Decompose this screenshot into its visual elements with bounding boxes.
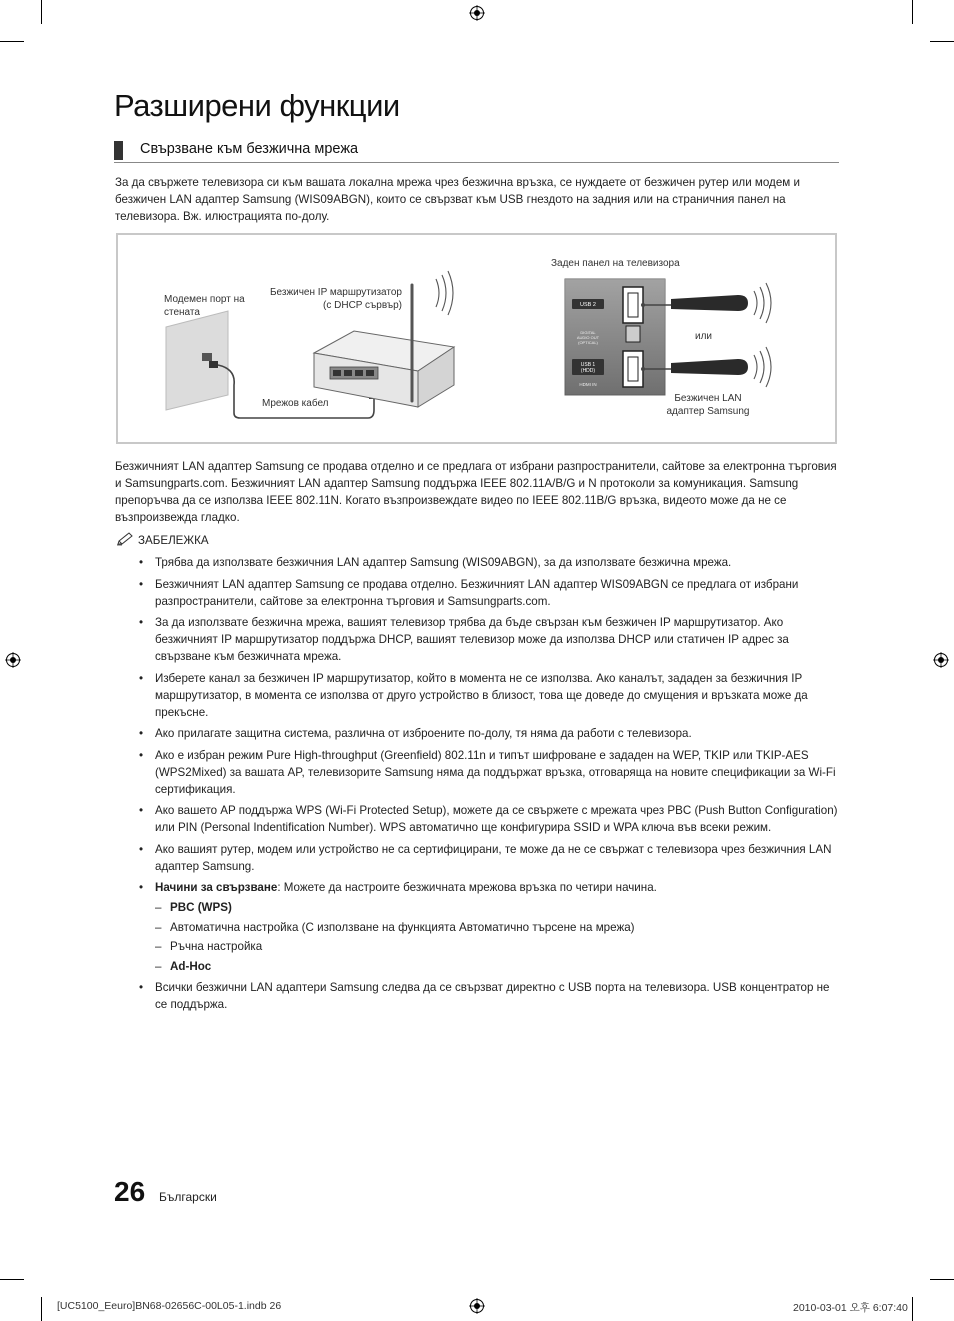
wall-port-icon [202, 353, 212, 361]
list-item: • Ако вашият рутер, модем или устройство не са сертифицирани, те може да не се свържат с телевизора чрез безжичния LAN адаптер Samsung. [139, 842, 832, 873]
list-item: • Ако вашето AP поддържа WPS (Wi-Fi Protected Setup), можете да се свържете с мрежата чрез PBC (Push Button Configuration) или PIN (Personal Indentification Number). WPS автоматично ще конфигурира SSID и WPA ключа във всеки режим. [139, 804, 838, 834]
list-item: • Трябва да използвате безжичния LAN адаптер Samsung (WIS09ABGN), за да използвате безжична мрежа. [139, 556, 732, 569]
footer-timestamp: 2010-03-01 오후 6:07:40 [793, 1302, 908, 1314]
list-item-methods: • Начини за свързване: Можете да настроите безжичната мрежова връзка по четири начина. – PBC (WPS) – Автоматична настройка (С използване на функцията Автоматично търсене на мрежа) – Ръчна настройка – Ad-Hoc [139, 879, 839, 975]
registration-mark-icon [5, 652, 21, 668]
svg-text:AUDIO OUT: AUDIO OUT [576, 335, 600, 340]
svg-text:HDMI IN: HDMI IN [579, 382, 597, 387]
list-item: • Ако прилагате защитна система, различна от изброените по-долу, тя няма да работи с телевизора. [139, 727, 692, 740]
list-item: • Изберете канал за безжичен IP маршрутизатор, който в момента не се използва. Ако каналът, зададен за безжичния IP маршрутизатор, в момента се използва от друго устройство в близост, това ще доведе до смущения и връзката може да прекъсне. [139, 671, 808, 719]
section-marker [114, 141, 123, 160]
registration-mark-icon [469, 1298, 485, 1314]
wireless-lan-adapter-icon [671, 295, 748, 311]
footer-file-info: [UC5100_Eeuro]BN68-02656C-00L05-1.indb 26 [57, 1300, 282, 1312]
svg-text:USB 2: USB 2 [580, 302, 596, 308]
sub-list-item: – Ръчна настройка [155, 940, 263, 953]
connection-diagram [116, 233, 837, 444]
sub-list-item: – Автоматична настройка (С използване на функцията Автоматично търсене на мрежа) [155, 920, 635, 934]
list-item: • Всички безжични LAN адаптери Samsung следва да се свързват директно с USB порта на телевизора. USB концентратор не се поддържа. [139, 981, 830, 1011]
section-title: Свързване към безжична мрежа [140, 141, 359, 157]
methods-sublist [155, 899, 839, 975]
modem-port-label: Модемен порт на стената [164, 294, 245, 318]
optical-port-icon [626, 326, 640, 342]
intro-paragraph: За да свържете телевизора си към вашата локална мрежа чрез безжична връзка, се нуждаете от безжичен рутер или модем и безжичен LAN адаптер Samsung (WIS09ABGN), които се свързват към USB гнездото на задния или на страничния панел на телевизора. Вж. илюстрацията по-долу. [115, 176, 800, 223]
wifi-signal-icon [436, 271, 453, 315]
pencil-icon [116, 532, 134, 546]
wifi-signal-icon [754, 283, 771, 387]
list-item: • За да използвате безжична мрежа, вашият телевизор трябва да бъде свързан към безжичен IP маршрутизатор. Ако безжичният IP маршрутизатор поддържа DHCP, вашият телевизор може да използва DHCP или статичен IP адрес за свързване към безжичната мрежа. [139, 616, 789, 663]
list-item: • Безжичният LAN адаптер Samsung се продава отделно. Безжичният LAN адаптер WIS09ABGN се предлага от избрани разпространители, сайтове за електронна търговия и Samsungparts.com. [139, 577, 799, 608]
registration-mark-icon [469, 5, 485, 21]
wireless-lan-adapter-icon [671, 359, 748, 375]
list-item: • Ако е избран режим Pure High-throughput (Greenfield) 802.11n и типът шифроване е зададен на WEP, TKIP или TKIP-AES (WPS2Mixed) за вашата AP, телевизорите Samsung няма да поддържат връзка, отговаряща на новите спецификации за Wi-Fi сертификация. [139, 748, 836, 796]
cable-plug-icon [209, 361, 218, 368]
svg-text:(HDD): (HDD) [580, 368, 596, 374]
svg-text:DIGITAL: DIGITAL [580, 330, 596, 335]
wall-icon [166, 311, 228, 410]
note-label: ЗАБЕЛЕЖКА [138, 534, 209, 547]
usb2-port-icon [623, 287, 643, 323]
svg-text:USB 1: USB 1 [580, 362, 596, 368]
page-title: Разширени функции [114, 88, 400, 123]
usb1-port-icon [623, 351, 643, 387]
sub-list-item: – PBC (WPS) [155, 901, 232, 914]
sub-list-item: – Ad-Hoc [155, 959, 212, 973]
section-heading [114, 140, 839, 163]
svg-text:(OPTICAL): (OPTICAL) [578, 340, 598, 345]
body-paragraph: Безжичният LAN адаптер Samsung се продава отделно и се предлага от избрани разпространители, сайтове за електронна търговия и Samsungparts.com. Безжичният LAN адаптер Samsung поддържа IEEE 802.11A/B/G и N протоколи за комуникация. Samsung препоръчва да се използва IEEE 802.11N. Когато възпроизвеждате видео по IEEE 802.11B/G връзка, видеото може да не се възпроизвежда гладко. [115, 460, 837, 524]
note-heading [116, 532, 209, 547]
network-cable-label: Мрежов кабел [262, 398, 329, 409]
page-language: Български [159, 1190, 217, 1204]
registration-mark-icon [933, 652, 949, 668]
router-label: Безжичен IP маршрутизатор (с DHCP сървър) [269, 287, 402, 311]
tv-panel-label: Заден панел на телевизора [551, 258, 680, 269]
or-label: или [695, 331, 713, 342]
page-number: 26 [114, 1176, 146, 1207]
notes-list [139, 554, 839, 1018]
adapter-label: Безжичен LAN адаптер Samsung [666, 393, 750, 417]
